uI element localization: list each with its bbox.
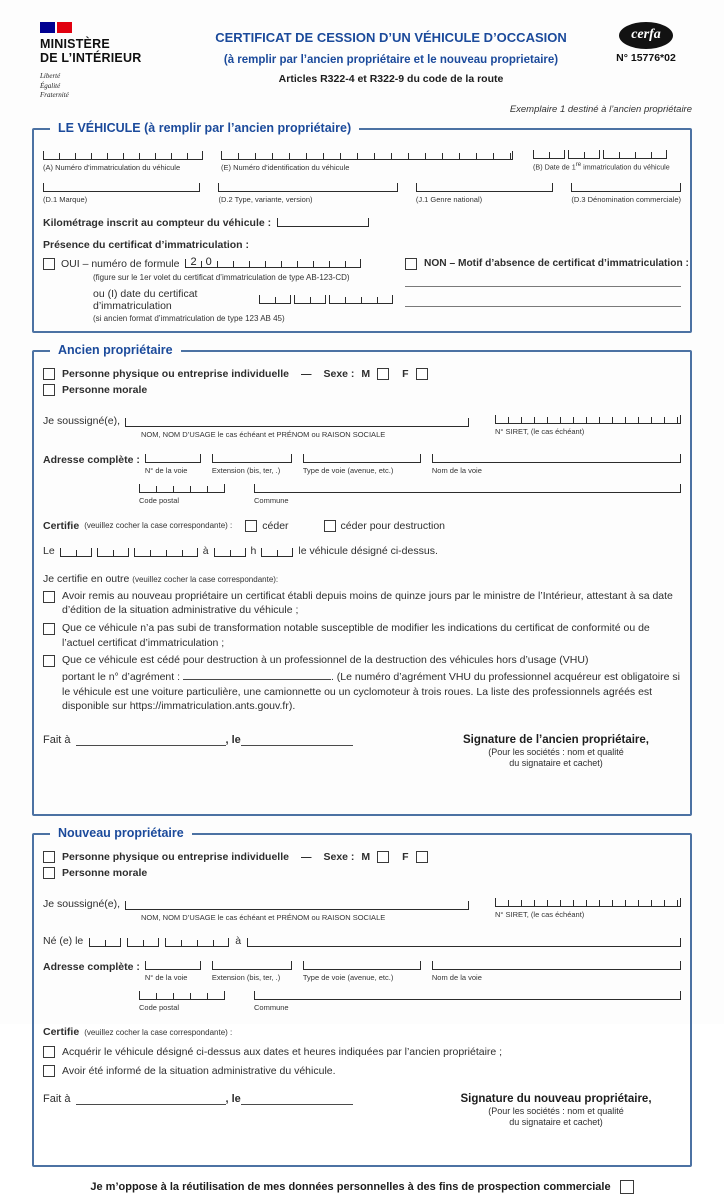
certify-item-2-row [43,621,681,650]
ancien-sexe-label: Sexe : [323,367,355,380]
non-column [393,258,689,307]
nouveau-separator: — [300,851,312,864]
ancien-code-postal-group [139,484,225,505]
certify-item-2-text: Que ce véhicule n’a pas subi de transformation notable susceptible de modifier les indications du certificat de conformité ou de l’actuel certificat d’immatriculation ; [62,621,650,649]
checkbox-certificat-non[interactable] [405,258,417,270]
checkbox-optout[interactable] [620,1180,634,1194]
checkbox-nouveau-sexe-m[interactable] [377,851,389,863]
field-type-variante-label: (D.2 Type, variante, version) [218,194,313,204]
ancien-commune-group [254,484,681,505]
nouveau-signature-note2: du signataire et cachet) [509,1117,603,1128]
oui-note: (figure sur le 1er volet du certificat d’immatriculation de type AB-123-CD) [93,272,350,282]
nouveau-adresse-row2 [139,991,681,1012]
field-identification[interactable] [221,151,513,160]
section-ancien-title: Ancien propriétaire [50,343,181,357]
field-naissance-jour[interactable] [89,938,121,947]
nouveau-certifie-row [43,1026,681,1038]
field-date-premiere-immat-jour[interactable] [533,150,565,159]
field-nouveau-fait-date[interactable] [241,1093,353,1105]
nouveau-siret-hint: N° SIRET, (le cas échéant) [495,910,585,920]
nouveau-type-voie-group [303,961,421,982]
nouveau-signature-title: Signature du nouveau propriétaire, [460,1093,652,1106]
certify-item-1-text: Avoir remis au nouveau propriétaire un certificat établi depuis moins de quinze jours par le ministre de l’Intérieur, attestant à sa date d’édition de la situation administrative du véhicule ; [62,589,673,617]
ancien-personne-physique-row [43,368,681,380]
ancien-personne-physique-label: Personne physique ou entreprise individuelle [62,367,289,380]
cession-vehicule-designe: le véhicule désigné ci-dessus. [298,544,438,557]
checkbox-certificat-remis[interactable] [43,591,55,603]
nouveau-adresse-row1 [43,961,681,982]
field-group-type-variante [218,183,397,204]
nouveau-num-voie-hint: N° de la voie [144,973,188,983]
field-agrement-vhu[interactable] [183,668,331,680]
header [0,0,724,101]
ancien-siret-group [495,415,681,436]
ancien-signature-space [43,768,681,806]
ancien-soussigne-label: Je soussigné(e), [43,414,121,427]
field-ancien-extension[interactable] [212,454,292,463]
field-group-immatriculation [43,151,203,172]
field-nouveau-fait-lieu[interactable] [76,1093,226,1105]
field-date-premiere-immat [533,150,681,159]
field-nouveau-nom[interactable] [125,901,469,910]
nouveau-certifie-label: Certifie [43,1026,80,1039]
ancien-commune-hint: Commune [254,495,289,505]
field-ancien-nom[interactable] [125,418,469,427]
checkbox-nouveau-sexe-f[interactable] [416,851,428,863]
nouveau-personne-physique-label: Personne physique ou entreprise individuelle [62,851,289,864]
field-ancien-numero-voie[interactable] [145,454,201,463]
ancien-fait-a-label: Fait à [43,734,71,747]
nouveau-sexe-f-label: F [402,851,409,864]
ancien-type-voie-hint: Type de voie (avenue, etc.) [302,465,394,475]
flag-red-panel [57,22,72,33]
ancien-nom-group [43,415,469,439]
nouveau-fait-fields [43,1093,431,1105]
nouveau-personne-morale-row [43,867,681,879]
nouveau-num-voie-group [145,961,201,982]
ancien-personne-morale-row [43,384,681,396]
ancien-adresse-row2 [139,484,681,505]
date-certificat-row [93,288,393,312]
field-date-premiere-immat-annee[interactable] [603,150,667,159]
nouveau-signature-block [431,1093,681,1127]
oui-row [43,258,393,270]
ancien-num-voie-hint: N° de la voie [144,465,188,475]
section-nouveau-proprietaire [32,826,692,1167]
nouveau-commune-group [254,991,681,1012]
nouveau-fait-a-label: Fait à [43,1093,71,1106]
naissance-a-label: à [235,935,242,948]
ministry-name-line1: MINISTÈRE [40,37,110,51]
field-ancien-commune[interactable] [254,484,681,493]
copy-note: Exemplaire 1 destiné à l’ancien propriétaire [509,104,692,116]
field-immatriculation[interactable] [43,151,203,160]
ceder-destruction-label: céder pour destruction [340,519,446,532]
vehicule-row-1 [43,150,681,171]
form-articles: Articles R322-4 et R322-9 du code de la route [278,73,504,85]
nouveau-certifie-note: (veuillez cocher la case correspondante) : [84,1027,233,1037]
field-date-certificat [259,295,393,304]
ancien-extension-group [212,454,292,475]
motto-liberte: Liberté [40,71,61,80]
field-group-denomination [571,183,681,204]
field-ancien-nom-voie[interactable] [432,454,681,463]
ancien-code-postal-hint: Code postal [139,495,180,505]
optout-row [0,1180,724,1194]
vehicule-row-2 [43,183,681,204]
ancien-adresse-fields [145,454,681,475]
field-ancien-code-postal[interactable] [139,484,225,493]
nouveau-personne-physique-row [43,851,681,863]
ministry-motto [40,72,188,101]
field-date-premiere-immat-label: (B) Date de 1re immatriculation du véhicule [533,162,670,172]
ancien-certifie-outre-row [43,573,681,585]
presence-label: Présence du certificat d’immatriculation : [43,238,249,251]
section-ancien-proprietaire [32,342,692,817]
field-genre-national-label: (J.1 Genre national) [415,194,483,204]
checkbox-pas-transformation[interactable] [43,623,55,635]
ancien-nom-line [43,415,469,427]
nouveau-type-voie-hint: Type de voie (avenue, etc.) [302,973,394,983]
field-ancien-fait-date[interactable] [241,734,353,746]
field-type-variante-version[interactable] [218,183,397,192]
ancien-adresse-lines [145,454,681,475]
nouveau-nom-voie-group [432,961,681,982]
field-cession-jour[interactable] [60,548,92,557]
ancien-adresse-row1 [43,454,681,475]
numero-formule-prefill: 20 [190,256,221,269]
field-naissance-annee[interactable] [165,938,229,947]
field-cession-minute[interactable] [261,548,293,557]
field-group-date-premiere-immat [533,150,681,171]
certifie-outre-note: (veuillez cocher la case correspondante): [132,574,279,584]
ancien-date-cession-row [43,545,681,557]
nouveau-nom-line [43,898,469,910]
nouveau-signature-note1: (Pour les sociétés : nom et qualité [488,1106,624,1117]
checkbox-ceder[interactable] [245,520,257,532]
date-certificat-label: ou (I) date du certificat d’immatriculation [93,287,198,312]
nouveau-sexe-m-label: M [361,851,371,864]
field-denomination-commerciale[interactable] [571,183,681,192]
oui-column [43,258,393,323]
checkbox-informe[interactable] [43,1065,55,1077]
field-ancien-siret[interactable] [495,415,681,424]
ceder-label: céder [262,519,289,532]
nouveau-code-postal-group [139,991,225,1012]
nouveau-adresse-lines [145,961,681,982]
ancien-adresse-label: Adresse complète : [43,453,140,466]
nouveau-personne-morale-label: Personne morale [62,867,148,880]
ancien-fait-le-label: , le [225,734,241,747]
ancien-certifie-label: Certifie [43,519,80,532]
field-nouveau-extension[interactable] [212,961,292,970]
ancien-certifie-note: (veuillez cocher la case correspondante) : [84,521,233,531]
ancien-signature-block [431,734,681,768]
cession-le-label: Le [43,544,55,557]
checkbox-ancien-personne-physique[interactable] [43,368,55,380]
field-denomination-label: (D.3 Dénomination commerciale) [571,194,681,204]
field-cession-mois[interactable] [97,548,129,557]
ancien-nom-voie-group [432,454,681,475]
presence-columns [43,256,689,323]
french-flag-icon [40,22,188,33]
field-marque[interactable] [43,183,200,192]
nouveau-nom-hint: NOM, NOM D’USAGE le cas échéant et PRÉNOM ou RAISON SOCIALE [141,913,386,923]
ancien-personne-morale-label: Personne morale [62,383,148,396]
nouveau-soussigne-label: Je soussigné(e), [43,898,121,911]
field-date-premiere-immat-mois[interactable] [568,150,600,159]
flag-blue-panel [40,22,55,33]
non-label: NON – Motif d’absence de certificat d’immatriculation : [424,258,689,270]
field-date-certificat-jour[interactable] [259,295,291,304]
nouveau-adresse-fields [145,961,681,982]
ministry-block [40,22,188,101]
field-group-genre-national [416,183,554,204]
cerfa-logo: cerfa [619,22,673,49]
ancien-separator: — [300,367,312,380]
oui-label: OUI – numéro de formule [61,257,180,270]
field-motif-absence-ligne1[interactable] [405,286,681,287]
field-nouveau-siret[interactable] [495,898,681,907]
nouveau-fait-row [43,1093,681,1127]
checkbox-ancien-sexe-f[interactable] [416,368,428,380]
checkbox-ancien-personne-morale[interactable] [43,384,55,396]
field-identification-label: (E) Numéro d’identification du véhicule [221,162,350,172]
nouveau-naissance-row [43,935,681,947]
nouveau-nom-voie-hint: Nom de la voie [431,973,482,983]
field-nouveau-code-postal[interactable] [139,991,225,1000]
ancien-type-voie-group [303,454,421,475]
field-lieu-naissance[interactable] [247,938,681,947]
nouveau-code-postal-hint: Code postal [139,1003,180,1013]
ancien-signature-title: Signature de l’ancien propriétaire, [463,734,649,747]
field-nouveau-commune[interactable] [254,991,681,1000]
field-immatriculation-label: (A) Numéro d’immatriculation du véhicule [43,162,181,172]
nouveau-extension-group [212,961,292,982]
cerfa-number: N° 15776*02 [616,52,676,64]
cerfa-block [594,22,698,64]
motto-egalite: Égalité [40,81,61,90]
checkbox-cede-destruction-vhu[interactable] [43,655,55,667]
ancien-fait-row [43,734,681,768]
nouveau-soussigne-row [43,898,681,922]
certify-item-1-row [43,589,681,618]
checkbox-nouveau-personne-physique[interactable] [43,851,55,863]
ancien-extension-hint: Extension (bis, ter, .) [211,465,281,475]
ancien-nom-hint: NOM, NOM D’USAGE le cas échéant et PRÉNOM ou RAISON SOCIALE [141,429,386,439]
nouveau-nom-group [43,898,469,922]
ministry-name-line2: DE L’INTÉRIEUR [40,51,142,66]
form-title: CERTIFICAT DE CESSION D’UN VÉHICULE D’OCCASION [215,30,567,45]
ministry-name [40,37,188,66]
ancien-num-voie-group [145,454,201,475]
nouveau-sexe-label: Sexe : [323,851,355,864]
kilometrage-label: Kilométrage inscrit au compteur du véhicule : [43,216,272,229]
form-title-block [188,22,594,85]
checkbox-nouveau-personne-morale[interactable] [43,867,55,879]
field-numero-formule[interactable] [185,256,361,269]
field-group-marque [43,183,200,204]
nouveau-fait-le-label: , le [225,1093,241,1106]
non-row [405,258,689,270]
ancien-nom-voie-hint: Nom de la voie [431,465,482,475]
checkbox-certificat-oui[interactable] [43,258,55,270]
field-naissance-mois[interactable] [127,938,159,947]
cession-h-label: h [250,544,257,557]
field-nouveau-numero-voie[interactable] [145,961,201,970]
field-kilometrage[interactable] [277,218,369,227]
field-date-certificat-annee[interactable] [329,295,393,304]
date-certificat-note: (si ancien format d’immatriculation de type 123 AB 45) [93,313,285,323]
ancien-fait-fields [43,734,431,746]
certify-item-3-row [43,653,681,714]
kilometrage-row [43,217,681,229]
nouveau-item-2-text: Avoir été informé de la situation administrative du véhicule. [62,1065,336,1078]
checkbox-ancien-sexe-m[interactable] [377,368,389,380]
cession-a-label: à [202,544,209,557]
ne-le-label: Né (e) le [43,935,84,948]
nouveau-commune-hint: Commune [254,1003,289,1013]
field-nouveau-nom-voie[interactable] [432,961,681,970]
nouveau-adresse-label: Adresse complète : [43,961,140,974]
ancien-signature-note2: du signataire et cachet) [509,758,603,769]
ancien-sexe-f-label: F [402,367,409,380]
field-nouveau-type-voie[interactable] [303,961,421,970]
field-group-identification [221,151,513,172]
field-marque-label: (D.1 Marque) [43,194,88,204]
ancien-sexe-m-label: M [361,367,371,380]
section-vehicule [32,121,692,332]
form-subtitle: (à remplir par l’ancien propriétaire et le nouveau proprietaire) [223,54,559,66]
nouveau-siret-group [495,898,681,919]
nouveau-item-1-text: Acquérir le véhicule désigné ci-dessus aux dates et heures indiquées par l’ancien propriétaire ; [62,1046,503,1059]
nouveau-item-1-row [43,1046,681,1058]
nouveau-extension-hint: Extension (bis, ter, .) [211,973,281,983]
motto-fraternite: Fraternité [40,91,69,100]
certifie-outre-label: Je certifie en outre [43,572,133,585]
section-nouveau-title: Nouveau propriétaire [50,826,192,840]
checkbox-acquerir[interactable] [43,1046,55,1058]
ancien-siret-hint: N° SIRET, (le cas échéant) [495,426,585,436]
certify-item-3-text: Que ce véhicule est cédé pour destruction à un professionnel de la destruction des véhicules hors d’usage (VHU) portant le n° d’agrément : . (Le numéro d’agrément VHU du professionnel acquéreur est obligatoire si le véhicule est une voiture particulière, une camionnette ou un cyclomoteur à trois roues. La liste des professionnels agréés est disponible sur https://immatriculation.ants.gouv.fr). [62,654,680,713]
field-cession-heure[interactable] [214,548,246,557]
field-ancien-type-voie[interactable] [303,454,421,463]
optout-label: Je m’oppose à la réutilisation de mes données personnelles à des fins de prospection commerciale [90,1181,611,1194]
checkbox-ceder-destruction[interactable] [324,520,336,532]
ancien-certifie-row [43,520,681,532]
field-genre-national[interactable] [416,183,554,192]
field-cession-annee[interactable] [134,548,198,557]
field-motif-absence-ligne2[interactable] [405,306,681,307]
section-vehicule-title: LE VÉHICULE (à remplir par l’ancien propriétaire) [50,121,359,135]
nouveau-item-2-row [43,1065,681,1077]
ancien-soussigne-row [43,415,681,439]
field-ancien-fait-lieu[interactable] [76,734,226,746]
nouveau-signature-space [43,1127,681,1157]
field-date-certificat-mois[interactable] [294,295,326,304]
ancien-signature-note1: (Pour les sociétés : nom et qualité [488,747,624,758]
